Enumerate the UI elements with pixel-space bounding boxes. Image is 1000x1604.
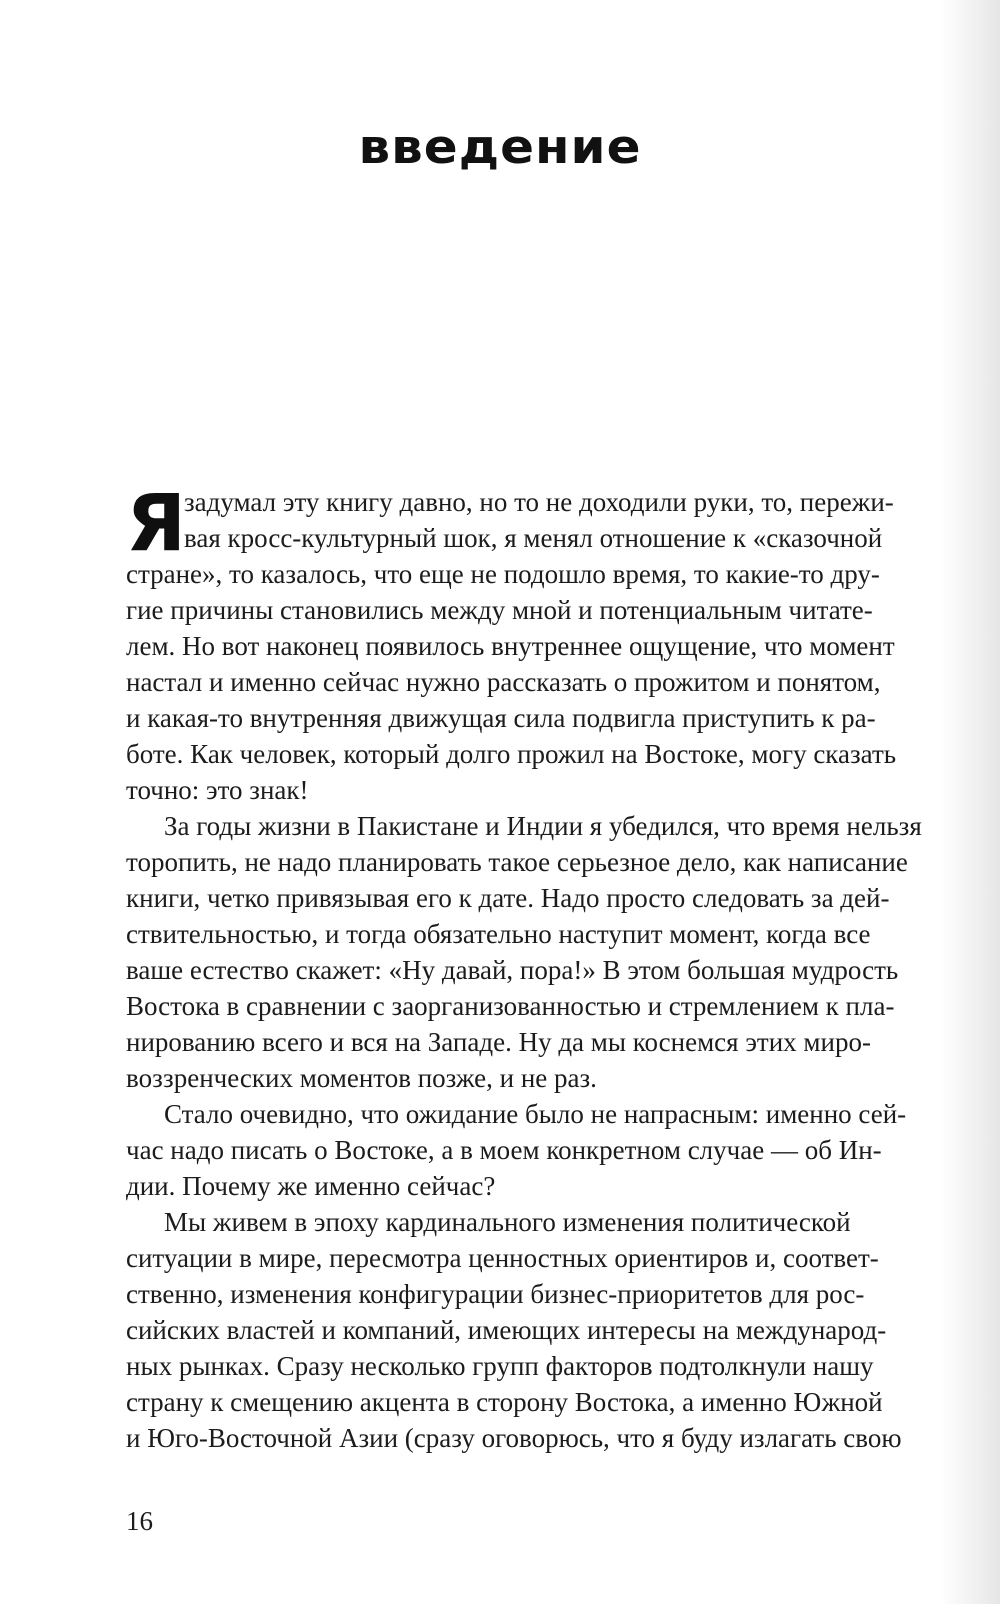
text-line: нированию всего и вся на Западе. Ну да мы коснемся этих миро- [126,1027,871,1057]
text-line: ситуации в мире, пересмотра ценностных ориентиров и, соответ- [126,1243,879,1273]
drop-cap: Я [126,479,187,569]
text-line: ствительностью, и тогда обязательно наступит момент, когда все [126,919,871,949]
text-line: стране», то казалось, что еще не подошло время, то какие-то дру- [126,559,880,589]
text-line: книги, четко привязывая его к дате. Надо просто следовать за дей- [126,883,890,913]
text-line: Востока в сравнении с заорганизованностью и стремлением к пла- [126,991,895,1021]
text-line: Стало очевидно, что ожидание было не напрасным: именно сей- [164,1099,907,1129]
text-line: дии. Почему же именно сейчас? [126,1171,496,1201]
text-line: гие причины становились между мной и потенциальным читате- [126,595,873,625]
text-line: воззренческих моментов позже, и не раз. [126,1063,597,1093]
text-line: ваше естество скажет: «Ну давай, пора!» В этом большая мудрость [126,955,899,985]
page-number: 16 [126,1506,153,1536]
chapter-title: введение [358,119,642,175]
text-line: торопить, не надо планировать такое серьезное дело, как написание [126,847,908,877]
text-line: ных рынках. Сразу несколько групп факторов подтолкнули нашу [126,1351,874,1381]
text-line: За годы жизни в Пакистане и Индии я убедился, что время нельзя [164,811,922,841]
text-line: и какая-то внутренняя движущая сила подвигла приступить к ра- [126,703,876,733]
text-line: лем. Но вот наконец появилось внутреннее ощущение, что момент [126,631,895,661]
text-line: час надо писать о Востоке, а в моем конкретном случае — об Ин- [126,1135,882,1165]
text-line: сийских властей и компаний, имеющих интересы на международ- [126,1315,887,1345]
text-line: ственно, изменения конфигурации бизнес-приоритетов для рос- [126,1279,865,1309]
text-line: боте. Как человек, который долго прожил на Востоке, могу сказать [126,739,897,769]
text-line: и Юго-Восточной Азии (сразу оговорюсь, что я буду излагать свою [126,1423,902,1453]
text-line: страну к смещению акцента в сторону Востока, а именно Южной [126,1387,883,1417]
body-text [126,479,976,1456]
text-line: вая кросс-культурный шок, я менял отношение к «сказочной [184,523,883,553]
text-line: Мы живем в эпоху кардинального изменения политической [164,1207,851,1237]
text-line: настал и именно сейчас нужно рассказать о прожитом и понятом, [126,667,881,697]
text-line: точно: это знак! [126,775,309,805]
text-line: задумал эту книгу давно, но то не доходили руки, то, пережи- [184,487,894,517]
